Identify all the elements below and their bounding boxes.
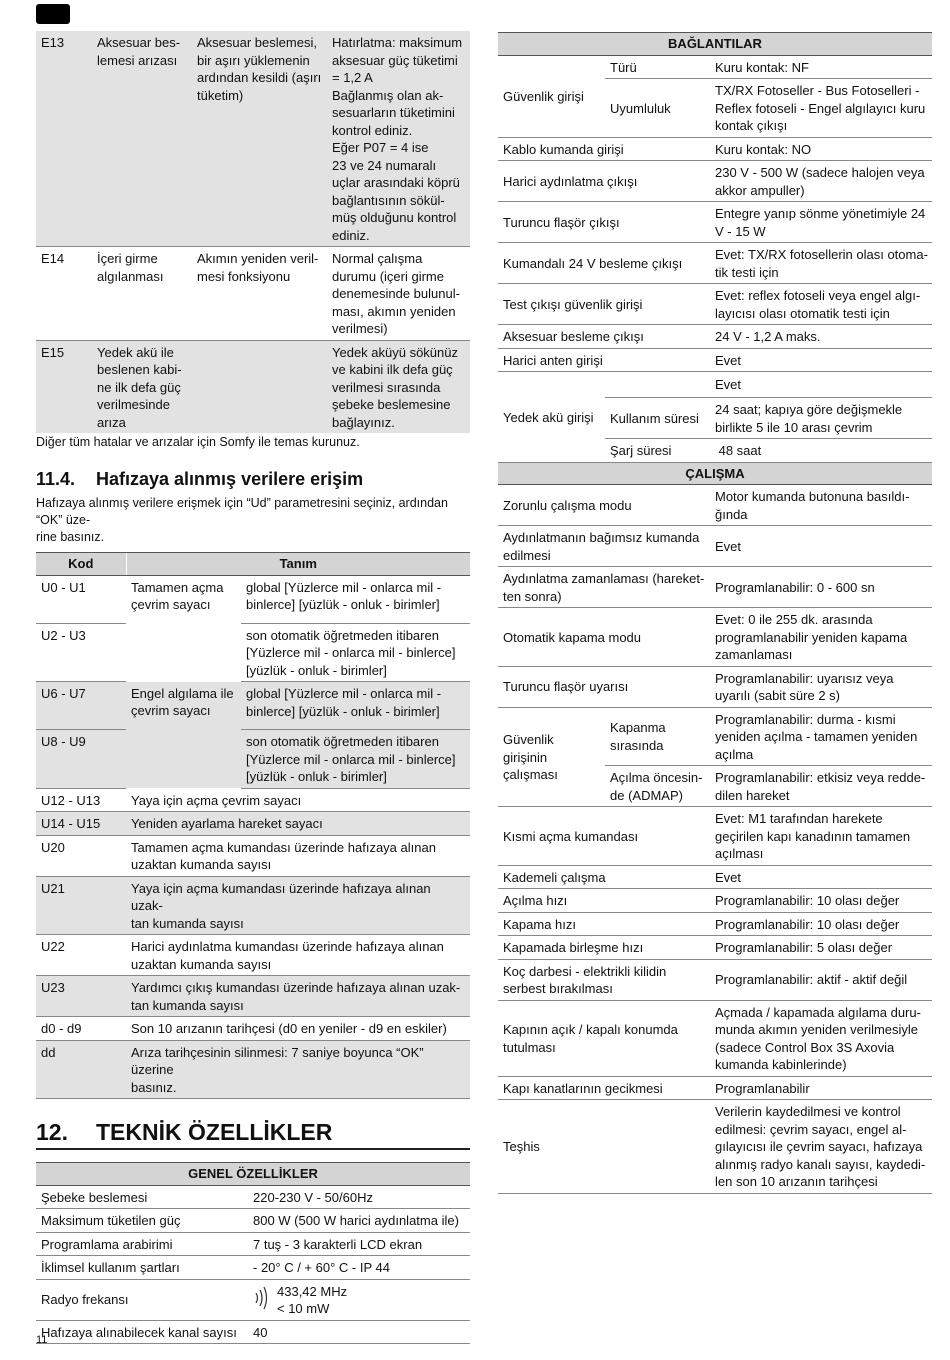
table-row — [36, 1279, 470, 1320]
table-row — [36, 835, 470, 876]
spec-value: 24 saat; kapıya göre değişmekle birlikte 5 ile 10 arası çevrim — [710, 398, 932, 439]
left-column — [36, 0, 470, 1344]
table-row — [36, 1017, 470, 1041]
table-row — [498, 567, 932, 608]
table-row — [498, 707, 932, 766]
table-row — [498, 608, 932, 667]
spec-key: Aksesuar besleme çıkışı — [498, 325, 710, 349]
spec-value: Kuru kontak: NO — [710, 137, 932, 161]
error-note: Diğer tüm hatalar ve arızalar için Somfy ile temas kurunuz. — [36, 435, 360, 449]
spec-value: Evet — [710, 348, 932, 372]
table-row — [36, 1320, 470, 1344]
spec-key: Kapamada birleşme hızı — [498, 936, 710, 960]
table-row — [498, 959, 932, 1000]
spec-value: Evet: TX/RX fotosellerin olası otoma- tik testi için — [710, 243, 932, 284]
table-row — [498, 666, 932, 707]
spec-value: Verilerin kaydedilmesi ve kontrol edilmesi: çevrim sayacı, engel al- gılayıcısı ile çevrim sayacı, hafızaya alınmış radyo kanalı sayısı, kaydedi- len son 10 arızanın tarihçesi — [710, 1100, 932, 1194]
error-table — [36, 31, 470, 433]
table-row — [498, 485, 932, 526]
right-column — [498, 0, 932, 1194]
error-code: E13 — [36, 31, 92, 247]
error-cause: Aksesuar beslemesi, bir aşırı yüklemenin ardından kesildi (aşırı tüketim) — [192, 31, 327, 247]
col-tanim: Tanım — [126, 553, 470, 576]
row-desc: Arıza tarihçesinin silinmesi: 7 saniye boyunca “OK” üzerine basınız. — [126, 1040, 470, 1099]
spec-value: Programlanabilir: 10 olası değer — [710, 889, 932, 913]
spec-value: Entegre yanıp sönme yönetimiyle 24 V - 15 W — [710, 202, 932, 243]
row-code: U0 - U1 — [36, 575, 126, 623]
table-row — [498, 912, 932, 936]
row-desc: Yardımcı çıkış kumandası üzerinde hafızaya alınan uzak- tan kumanda sayısı — [126, 976, 470, 1017]
error-action: Normal çalışma durumu (içeri girme denemesinde bulunul- ması, akımın yeniden verilmesi) — [327, 247, 470, 341]
row-desc: son otomatik öğretmeden itibaren [Yüzlerce mil - onlarca mil - binlerce] [yüzlük - onluk - birimler] — [241, 730, 470, 789]
error-code: E15 — [36, 340, 92, 433]
error-name: Yedek akü ile beslenen kabi- ne ilk defa güç verilmesinde arıza — [92, 340, 192, 433]
row-code: U6 - U7 — [36, 682, 126, 730]
table-row — [498, 372, 932, 398]
spec-key: Güvenlik girişi — [498, 55, 605, 137]
table-header-row — [36, 553, 470, 576]
table-row — [36, 935, 470, 976]
row-code: dd — [36, 1040, 126, 1099]
spec-key: Kapının açık / kapalı konumda tutulması — [498, 1000, 710, 1076]
spec-subkey: Türü — [605, 55, 710, 79]
error-action: Hatırlatma: maksimum aksesuar güç tüketimi = 1,2 A Bağlanmış olan ak- sesuarların tüketimini kontrol ediniz. Eğer P07 = 4 ise 23 ve 24 numaralı uçlar arasındaki köprü bağlantısının sökül- müş olduğunu kontrol ediniz. — [327, 31, 470, 247]
table-row — [498, 243, 932, 284]
table-row — [498, 1100, 932, 1194]
table-row — [498, 526, 932, 567]
spec-key: Otomatik kapama modu — [498, 608, 710, 667]
row-desc: Yaya için açma çevrim sayacı — [126, 788, 470, 812]
spec-key: Kapı kanatlarının gecikmesi — [498, 1076, 710, 1100]
table-row — [36, 788, 470, 812]
spec-subkey: Uyumluluk — [605, 79, 710, 138]
table-row — [36, 1256, 470, 1280]
error-code: E14 — [36, 247, 92, 341]
row-desc: Yeniden ayarlama hareket sayacı — [126, 812, 470, 836]
row-desc: Harici aydınlatma kumandası üzerinde hafızaya alınan uzaktan kumanda sayısı — [126, 935, 470, 976]
section-number: 11.4. — [36, 469, 76, 489]
spec-value: Evet: reflex fotoseli veya engel algı- layıcısı olası otomatik testi için — [710, 284, 932, 325]
spec-value: Motor kumanda butonuna basıldı- ğında — [710, 485, 932, 526]
spec-key: Koç darbesi - elektrikli kilidin serbest bırakılması — [498, 959, 710, 1000]
table-row — [36, 812, 470, 836]
table-row — [498, 202, 932, 243]
stored-data-table — [36, 552, 470, 1099]
table-row — [498, 936, 932, 960]
connections-header: BAĞLANTILAR — [498, 33, 932, 56]
table-row — [36, 1040, 470, 1099]
spec-key: Kapama hızı — [498, 912, 710, 936]
group-label: Tamamen açma çevrim sayacı — [131, 579, 224, 612]
error-name: Aksesuar bes- lemesi arızası — [92, 31, 192, 247]
row-code: U14 - U15 — [36, 812, 126, 836]
table-row — [498, 284, 932, 325]
spec-key: Kademeli çalışma — [498, 865, 710, 889]
table-row — [36, 340, 470, 433]
row-code: U23 — [36, 976, 126, 1017]
table-row — [36, 31, 470, 247]
spec-value: TX/RX Fotoseller - Bus Fotoselleri - Reflex fotoseli - Engel algılayıcı kuru kontak çıkışı — [710, 79, 932, 138]
operation-header: ÇALIŞMA — [498, 462, 932, 485]
table-row — [498, 348, 932, 372]
row-code: U21 — [36, 876, 126, 935]
col-kod: Kod — [36, 553, 126, 576]
spec-value: - 20° C / + 60° C - IP 44 — [248, 1256, 470, 1280]
table-row — [36, 976, 470, 1017]
spec-value: Programlanabilir: 5 olası değer — [710, 936, 932, 960]
spec-value: Programlanabilir: 0 - 600 sn — [710, 567, 932, 608]
error-action: Yedek aküyü sökünüz ve kabini ilk defa güç verilmesi sırasında şebeke beslemesine bağlayınız. — [327, 340, 470, 433]
section-title: TEKNİK ÖZELLİKLER — [96, 1119, 333, 1145]
table-row — [498, 865, 932, 889]
table-header-row — [498, 462, 932, 485]
section-intro: Hafızaya alınmış verilere erişmek için “Ud” parametresini seçiniz, ardından “OK” üze- rine basınız. — [36, 496, 448, 544]
spec-key: Şebeke beslemesi — [36, 1185, 248, 1209]
row-code: U2 - U3 — [36, 623, 126, 682]
table-row — [36, 247, 470, 341]
spec-value: Evet — [710, 372, 932, 398]
table-row — [36, 1232, 470, 1256]
row-code: d0 - d9 — [36, 1017, 126, 1041]
table-header-row — [498, 33, 932, 56]
spec-value: Kuru kontak: NF — [710, 55, 932, 79]
table-row — [36, 682, 470, 730]
row-desc: Tamamen açma kumandası üzerinde hafızaya alınan uzaktan kumanda sayısı — [126, 835, 470, 876]
table-row — [36, 730, 470, 789]
spec-key: Açılma hızı — [498, 889, 710, 913]
spec-key: Harici anten girişi — [498, 348, 710, 372]
spec-value: Evet: M1 tarafından harekete geçirilen kapı kanadının tamamen açılması — [710, 807, 932, 866]
table-row — [36, 623, 470, 682]
spec-key: Kumandalı 24 V besleme çıkışı — [498, 243, 710, 284]
table-row — [36, 575, 470, 623]
spec-key: Zorunlu çalışma modu — [498, 485, 710, 526]
page-number: 11 — [36, 1334, 48, 1346]
spec-key: Kablo kumanda girişi — [498, 137, 710, 161]
section-number: 12. — [36, 1119, 68, 1145]
row-code: U20 — [36, 835, 126, 876]
spec-key: Programlama arabirimi — [36, 1232, 248, 1256]
spec-key: Test çıkışı güvenlik girişi — [498, 284, 710, 325]
table-row — [36, 1209, 470, 1233]
spec-value: 24 V - 1,2 A maks. — [710, 325, 932, 349]
spec-value: Programlanabilir: durma - kısmi yeniden açılma - tamamen yeniden açılma — [710, 707, 932, 766]
row-desc: global [Yüzlerce mil - onlarca mil - binlerce] [yüzlük - onluk - birimler] — [241, 682, 470, 730]
error-cause: Akımın yeniden veril- mesi fonksiyonu — [192, 247, 327, 341]
spec-key: Maksimum tüketilen güç — [36, 1209, 248, 1233]
row-code: U8 - U9 — [36, 730, 126, 789]
row-code: U22 — [36, 935, 126, 976]
spec-value: Evet — [710, 526, 932, 567]
spec-key: Hafızaya alınabilecek kanal sayısı — [36, 1320, 248, 1344]
section-title: Hafızaya alınmış verilere erişim — [96, 469, 364, 489]
spec-value: 220-230 V - 50/60Hz — [248, 1185, 470, 1209]
radio-waves-icon — [253, 1284, 271, 1317]
specs-table — [498, 32, 932, 1194]
spec-value: Programlanabilir: 10 olası değer — [710, 912, 932, 936]
row-desc: global [Yüzlerce mil - onlarca mil - binlerce] [yüzlük - onluk - birimler] — [241, 575, 470, 623]
spec-value: Evet: 0 ile 255 dk. arasında programlanabilir yeniden kapama zamanlaması — [710, 608, 932, 667]
spec-key: Turuncu flaşör çıkışı — [498, 202, 710, 243]
radio-power: < 10 mW — [277, 1301, 330, 1316]
spec-value: Programlanabilir: aktif - aktif değil — [710, 959, 932, 1000]
spec-subkey: Şarj süresi — [605, 439, 710, 463]
spec-key: Turuncu flaşör uyarısı — [498, 666, 710, 707]
table-row — [498, 161, 932, 202]
spec-key: Yedek akü girişi — [498, 372, 605, 463]
spec-value: 800 W (500 W harici aydınlatma ile) — [248, 1209, 470, 1233]
spec-value — [248, 1279, 470, 1320]
spec-value: 48 saat — [710, 439, 932, 463]
spec-value: Evet — [710, 865, 932, 889]
spec-key: Radyo frekansı — [36, 1279, 248, 1320]
row-code: U12 - U13 — [36, 788, 126, 812]
table-row — [498, 889, 932, 913]
section-11-4-heading — [36, 469, 470, 490]
spec-value: Programlanabilir — [710, 1076, 932, 1100]
table-row — [498, 325, 932, 349]
table-row — [36, 1185, 470, 1209]
general-specs-table — [36, 1162, 470, 1344]
error-cause — [192, 340, 327, 433]
table-row — [498, 1076, 932, 1100]
spec-value: 230 V - 500 W (sadece halojen veya akkor ampuller) — [710, 161, 932, 202]
section-12-heading — [36, 1119, 470, 1150]
row-desc: son otomatik öğretmeden itibaren [Yüzlerce mil - onlarca mil - binlerce] [yüzlük - onluk - birimler] — [241, 623, 470, 682]
group-label: Engel algılama ile çevrim sayacı — [126, 682, 241, 789]
table-row — [498, 1000, 932, 1076]
table-header-row — [36, 1163, 470, 1186]
spec-key: İklimsel kullanım şartları — [36, 1256, 248, 1280]
radio-frequency: 433,42 MHz — [277, 1283, 348, 1299]
spec-value: Açmada / kapamada algılama duru- munda akımın yeniden verilmesiyle (sadece Control Box 3S Axovia kumanda kabinlerinde) — [710, 1000, 932, 1076]
spec-key: Aydınlatmanın bağımsız kumanda edilmesi — [498, 526, 710, 567]
spec-key: Güvenlik girişinin çalışması — [498, 707, 605, 807]
spec-value: 40 — [248, 1320, 470, 1344]
table-row — [36, 876, 470, 935]
spec-subkey: Kapanma sırasında — [605, 707, 710, 766]
table-row — [498, 807, 932, 866]
spec-key: Aydınlatma zamanlaması (hareket- ten sonra) — [498, 567, 710, 608]
spec-subkey: Açılma öncesin- de (ADMAP) — [605, 766, 710, 807]
row-desc: Yaya için açma kumandası üzerinde hafızaya alınan uzak- tan kumanda sayısı — [126, 876, 470, 935]
spec-value: Programlanabilir: etkisiz veya redde- dilen hareket — [710, 766, 932, 807]
table-row — [498, 137, 932, 161]
spec-key: Teşhis — [498, 1100, 710, 1194]
general-header: GENEL ÖZELLİKLER — [36, 1163, 470, 1186]
spec-value: Programlanabilir: uyarısız veya uyarılı (sabit süre 2 s) — [710, 666, 932, 707]
error-name: İçeri girme algılanması — [92, 247, 192, 341]
row-desc: Son 10 arızanın tarihçesi (d0 en yeniler - d9 en eskiler) — [126, 1017, 470, 1041]
spec-subkey: Kullanım süresi — [605, 398, 710, 439]
spec-value: 7 tuş - 3 karakterli LCD ekran — [248, 1232, 470, 1256]
table-row — [498, 55, 932, 79]
spec-key: Kısmi açma kumandası — [498, 807, 710, 866]
spec-key: Harici aydınlatma çıkışı — [498, 161, 710, 202]
